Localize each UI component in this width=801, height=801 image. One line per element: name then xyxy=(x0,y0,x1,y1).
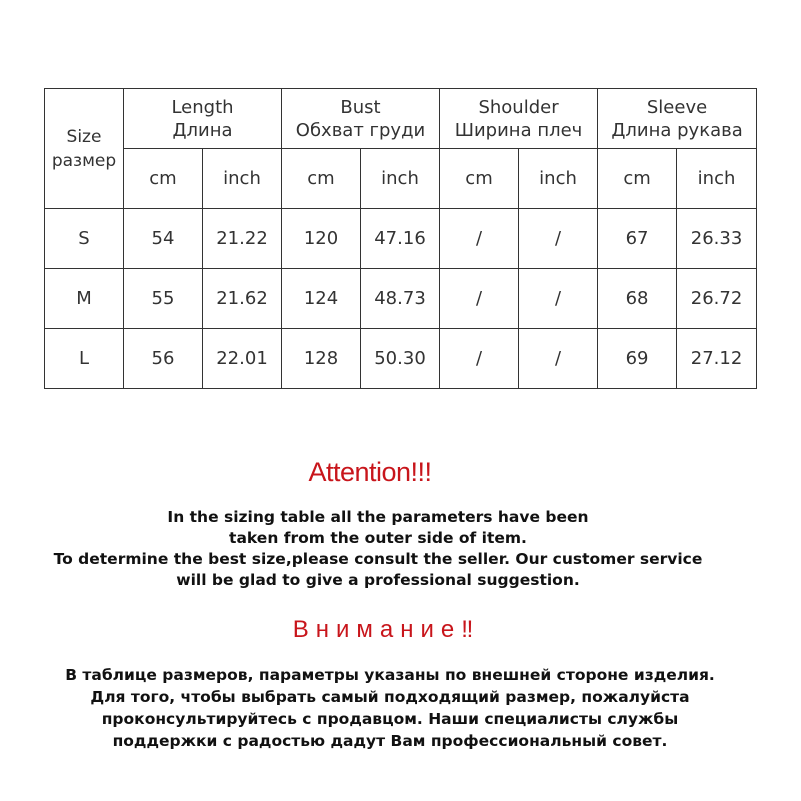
value-cell: 54 xyxy=(124,209,203,269)
group-label-en: Bust xyxy=(340,96,381,118)
notice-line: В таблице размеров, параметры указаны по внешней стороне изделия. xyxy=(65,666,715,684)
notice-line: To determine the best size,please consult the seller. Our customer service xyxy=(53,550,703,568)
group-header-shoulder xyxy=(440,89,598,149)
notice-line: Для того, чтобы выбрать самый подходящий размер, пожалуйста xyxy=(90,688,690,706)
size-chart-table xyxy=(44,88,757,389)
unit-cell: cm xyxy=(440,149,519,209)
notice-line: поддержки с радостью дадут Вам профессиональный совет. xyxy=(112,732,668,750)
size-label-ru: размер xyxy=(51,150,117,171)
value-cell: 124 xyxy=(282,269,361,329)
value-cell: 67 xyxy=(598,209,677,269)
group-label-en: Shoulder xyxy=(478,96,559,118)
value-cell: / xyxy=(519,209,598,269)
value-cell: 26.33 xyxy=(677,209,757,269)
size-cell: L xyxy=(45,329,124,389)
size-cell: M xyxy=(45,269,124,329)
group-header-sleeve xyxy=(598,89,757,149)
value-cell: 68 xyxy=(598,269,677,329)
unit-cell: cm xyxy=(282,149,361,209)
value-cell: 22.01 xyxy=(203,329,282,389)
notice-text-ru xyxy=(0,664,780,752)
value-cell: / xyxy=(440,329,519,389)
group-label-ru: Длина xyxy=(172,119,233,141)
size-header-cell xyxy=(45,89,124,209)
value-cell: 26.72 xyxy=(677,269,757,329)
unit-cell: inch xyxy=(677,149,757,209)
group-header-length xyxy=(124,89,282,149)
size-label-en: Size xyxy=(66,126,102,147)
notice-line: In the sizing table all the parameters have been xyxy=(167,508,589,526)
group-label-ru: Ширина плеч xyxy=(454,119,583,141)
group-label-en: Length xyxy=(171,96,234,118)
notice-line: taken from the outer side of item. xyxy=(229,529,527,547)
attention-title-en: Attention!!! xyxy=(308,457,432,487)
value-cell: 47.16 xyxy=(361,209,440,269)
group-label-en: Sleeve xyxy=(646,96,708,118)
size-cell: S xyxy=(45,209,124,269)
value-cell: 55 xyxy=(124,269,203,329)
table-row xyxy=(45,209,757,269)
value-cell: / xyxy=(440,209,519,269)
notice-line: проконсультируйтесь с продавцом. Наши специалисты службы xyxy=(101,710,679,728)
value-cell: 56 xyxy=(124,329,203,389)
table-row xyxy=(45,269,757,329)
table-row xyxy=(45,329,757,389)
unit-cell: inch xyxy=(203,149,282,209)
notice-line: will be glad to give a professional suggestion. xyxy=(176,571,580,589)
value-cell: 21.62 xyxy=(203,269,282,329)
value-cell: 69 xyxy=(598,329,677,389)
unit-cell: inch xyxy=(519,149,598,209)
attention-title-ru: Внимание‼ xyxy=(292,616,481,643)
value-cell: 21.22 xyxy=(203,209,282,269)
value-cell: 120 xyxy=(282,209,361,269)
header-row-units xyxy=(45,149,757,209)
value-cell: 128 xyxy=(282,329,361,389)
unit-cell: inch xyxy=(361,149,440,209)
header-row-groups xyxy=(45,89,757,149)
notice-text-en xyxy=(0,507,756,591)
value-cell: / xyxy=(519,329,598,389)
value-cell: 27.12 xyxy=(677,329,757,389)
group-label-ru: Длина рукава xyxy=(611,119,743,141)
group-header-bust xyxy=(282,89,440,149)
unit-cell: cm xyxy=(124,149,203,209)
unit-cell: cm xyxy=(598,149,677,209)
value-cell: 50.30 xyxy=(361,329,440,389)
value-cell: / xyxy=(440,269,519,329)
group-label-ru: Обхват груди xyxy=(295,119,426,141)
value-cell: 48.73 xyxy=(361,269,440,329)
value-cell: / xyxy=(519,269,598,329)
